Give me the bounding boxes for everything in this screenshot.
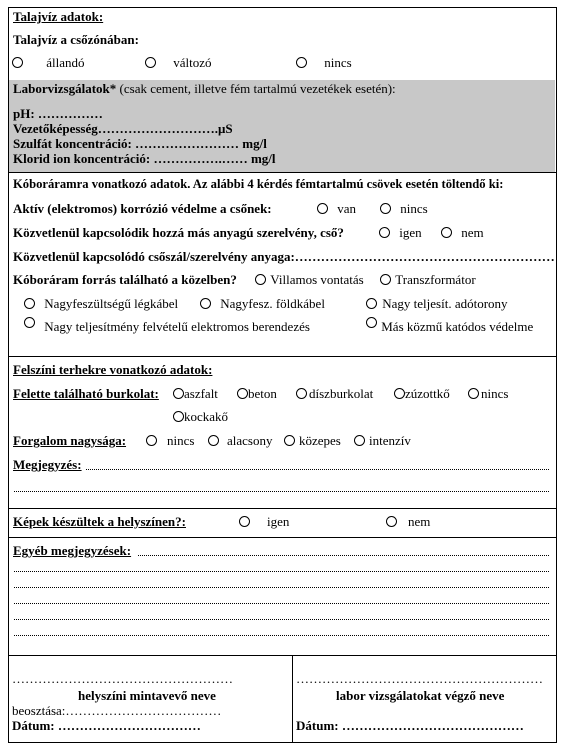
groundwater-title: Talajvíz adatok: [13, 9, 104, 24]
connect-option-igen[interactable]: igen [379, 225, 422, 241]
radio-icon[interactable] [296, 57, 307, 68]
traffic-option-alacsony[interactable]: alacsony [208, 433, 272, 449]
lab-heading: Laborvizsgálatok* (csak cement, illetve fém tartalmú vezetékek esetén): [13, 81, 396, 96]
other-notes-line[interactable] [14, 587, 549, 588]
sulfate-field[interactable]: Szulfát koncentráció: …………………… mg/l [13, 136, 267, 151]
notes-line[interactable] [86, 469, 549, 470]
radio-icon[interactable] [146, 435, 157, 446]
radio-icon[interactable] [354, 435, 365, 446]
covering-option-diszburkolat[interactable]: díszburkolat [296, 386, 373, 402]
radio-icon[interactable] [468, 388, 479, 399]
radio-icon[interactable] [24, 298, 35, 309]
other-notes-line[interactable] [14, 603, 549, 604]
radio-icon[interactable] [208, 435, 219, 446]
lab-signature-line[interactable]: ………………………………………………… [296, 671, 543, 686]
radio-icon[interactable] [200, 298, 211, 309]
source-option-villamos[interactable]: Villamos vontatás [255, 272, 364, 288]
radio-icon[interactable] [145, 57, 156, 68]
radio-icon[interactable] [24, 317, 35, 328]
sampler-date-field[interactable]: Dátum: …………………………… [12, 718, 201, 733]
source-option-berendezes[interactable]: Nagy teljesítmény felvételű elektromos berendezés [24, 317, 310, 335]
radio-icon[interactable] [379, 227, 390, 238]
divider [8, 172, 557, 173]
other-notes-line[interactable] [14, 619, 549, 620]
divider [8, 508, 557, 509]
radio-icon[interactable] [255, 274, 266, 285]
radio-icon[interactable] [296, 388, 307, 399]
active-option-van[interactable]: van [317, 201, 356, 217]
covering-option-aszfalt[interactable]: aszfalt [173, 386, 218, 402]
active-option-nincs[interactable]: nincs [380, 201, 428, 217]
radio-icon[interactable] [237, 388, 248, 399]
source-option-katodos[interactable]: Más közmű katódos védelme [366, 317, 533, 335]
covering-option-nincs[interactable]: nincs [468, 386, 508, 402]
surface-title: Felszíni terhekre vonatkozó adatok: [13, 362, 213, 377]
photos-option-igen[interactable]: igen [239, 514, 289, 530]
source-option-foldkabel[interactable]: Nagyfesz. földkábel [200, 296, 325, 312]
radio-icon[interactable] [366, 317, 377, 328]
other-notes-label: Egyéb megjegyzések: [13, 543, 132, 558]
covering-option-beton[interactable]: beton [237, 386, 277, 402]
signature-divider [292, 656, 293, 742]
connected-material-field[interactable]: Közvetlenül kapcsolódó csőszál/szerelvény anyaga:…………………………………………………… [13, 249, 555, 264]
groundwater-question: Talajvíz a csőzónában: [13, 32, 139, 47]
radio-icon[interactable] [239, 516, 250, 527]
radio-icon[interactable] [173, 388, 184, 399]
traffic-label: Forgalom nagysága: [13, 433, 127, 448]
covering-option-zuzottko[interactable]: zúzottkő [394, 386, 450, 402]
lab-tester-title: labor vizsgálatokat végző neve [336, 688, 505, 703]
source-option-transzformator[interactable]: Transzformátor [380, 272, 476, 288]
traffic-option-nincs[interactable]: nincs [146, 433, 194, 449]
connect-option-nem[interactable]: nem [441, 225, 484, 241]
radio-icon[interactable] [380, 203, 391, 214]
gw-option-nincs[interactable]: nincs [296, 55, 352, 71]
notes-line[interactable] [14, 491, 549, 492]
stray-source-question: Kóboráram forrás található a közelben? [13, 272, 237, 287]
source-option-legkabel[interactable]: Nagyfeszültségű légkábel [24, 296, 178, 312]
conductivity-field[interactable]: Vezetőképesség……………………….μS [13, 121, 233, 136]
radio-icon[interactable] [386, 516, 397, 527]
covering-option-kockako[interactable]: kockakő [173, 409, 228, 425]
radio-icon[interactable] [441, 227, 452, 238]
stray-title: Kóboráramra vonatkozó adatok. Az alábbi 4 kérdés fémtartalmú csövek esetén töltendő ki: [13, 177, 504, 191]
radio-icon[interactable] [12, 57, 23, 68]
radio-icon[interactable] [366, 298, 377, 309]
gw-option-valtozo[interactable]: változó [145, 55, 212, 71]
sampler-position-field[interactable]: beosztása:……………………………… [12, 703, 222, 718]
notes-label: Megjegyzés: [13, 457, 82, 472]
radio-icon[interactable] [317, 203, 328, 214]
covering-label: Felette található burkolat: [13, 386, 159, 401]
divider [8, 356, 557, 357]
source-option-adotorony[interactable]: Nagy teljesít. adótorony [366, 296, 508, 312]
other-notes-line[interactable] [14, 571, 549, 572]
photos-question: Képek készültek a helyszínen?: [13, 514, 186, 529]
traffic-option-kozepes[interactable]: közepes [284, 433, 341, 449]
sampler-signature-line[interactable]: …………………………………………… [12, 671, 233, 686]
radio-icon[interactable] [394, 388, 405, 399]
radio-icon[interactable] [173, 411, 184, 422]
chloride-field[interactable]: Klorid ion koncentráció: …………….…… mg/l [13, 151, 276, 166]
gw-option-allando[interactable]: állandó [12, 55, 85, 71]
other-notes-line[interactable] [138, 555, 549, 556]
other-notes-line[interactable] [14, 635, 549, 636]
sampler-name-title: helyszíni mintavevő neve [78, 688, 216, 703]
divider [8, 655, 557, 656]
photos-option-nem[interactable]: nem [386, 514, 430, 530]
ph-field[interactable]: pH: …………… [13, 106, 103, 121]
traffic-option-intenziv[interactable]: intenzív [354, 433, 411, 449]
divider [8, 537, 557, 538]
radio-icon[interactable] [284, 435, 295, 446]
radio-icon[interactable] [380, 274, 391, 285]
lab-date-field[interactable]: Dátum: …………………………………… [296, 718, 524, 733]
connected-material-question: Közvetlenül kapcsolódik hozzá más anyagú szerelvény, cső? [13, 225, 344, 240]
active-protection-question: Aktív (elektromos) korrózió védelme a csőnek: [13, 201, 272, 216]
